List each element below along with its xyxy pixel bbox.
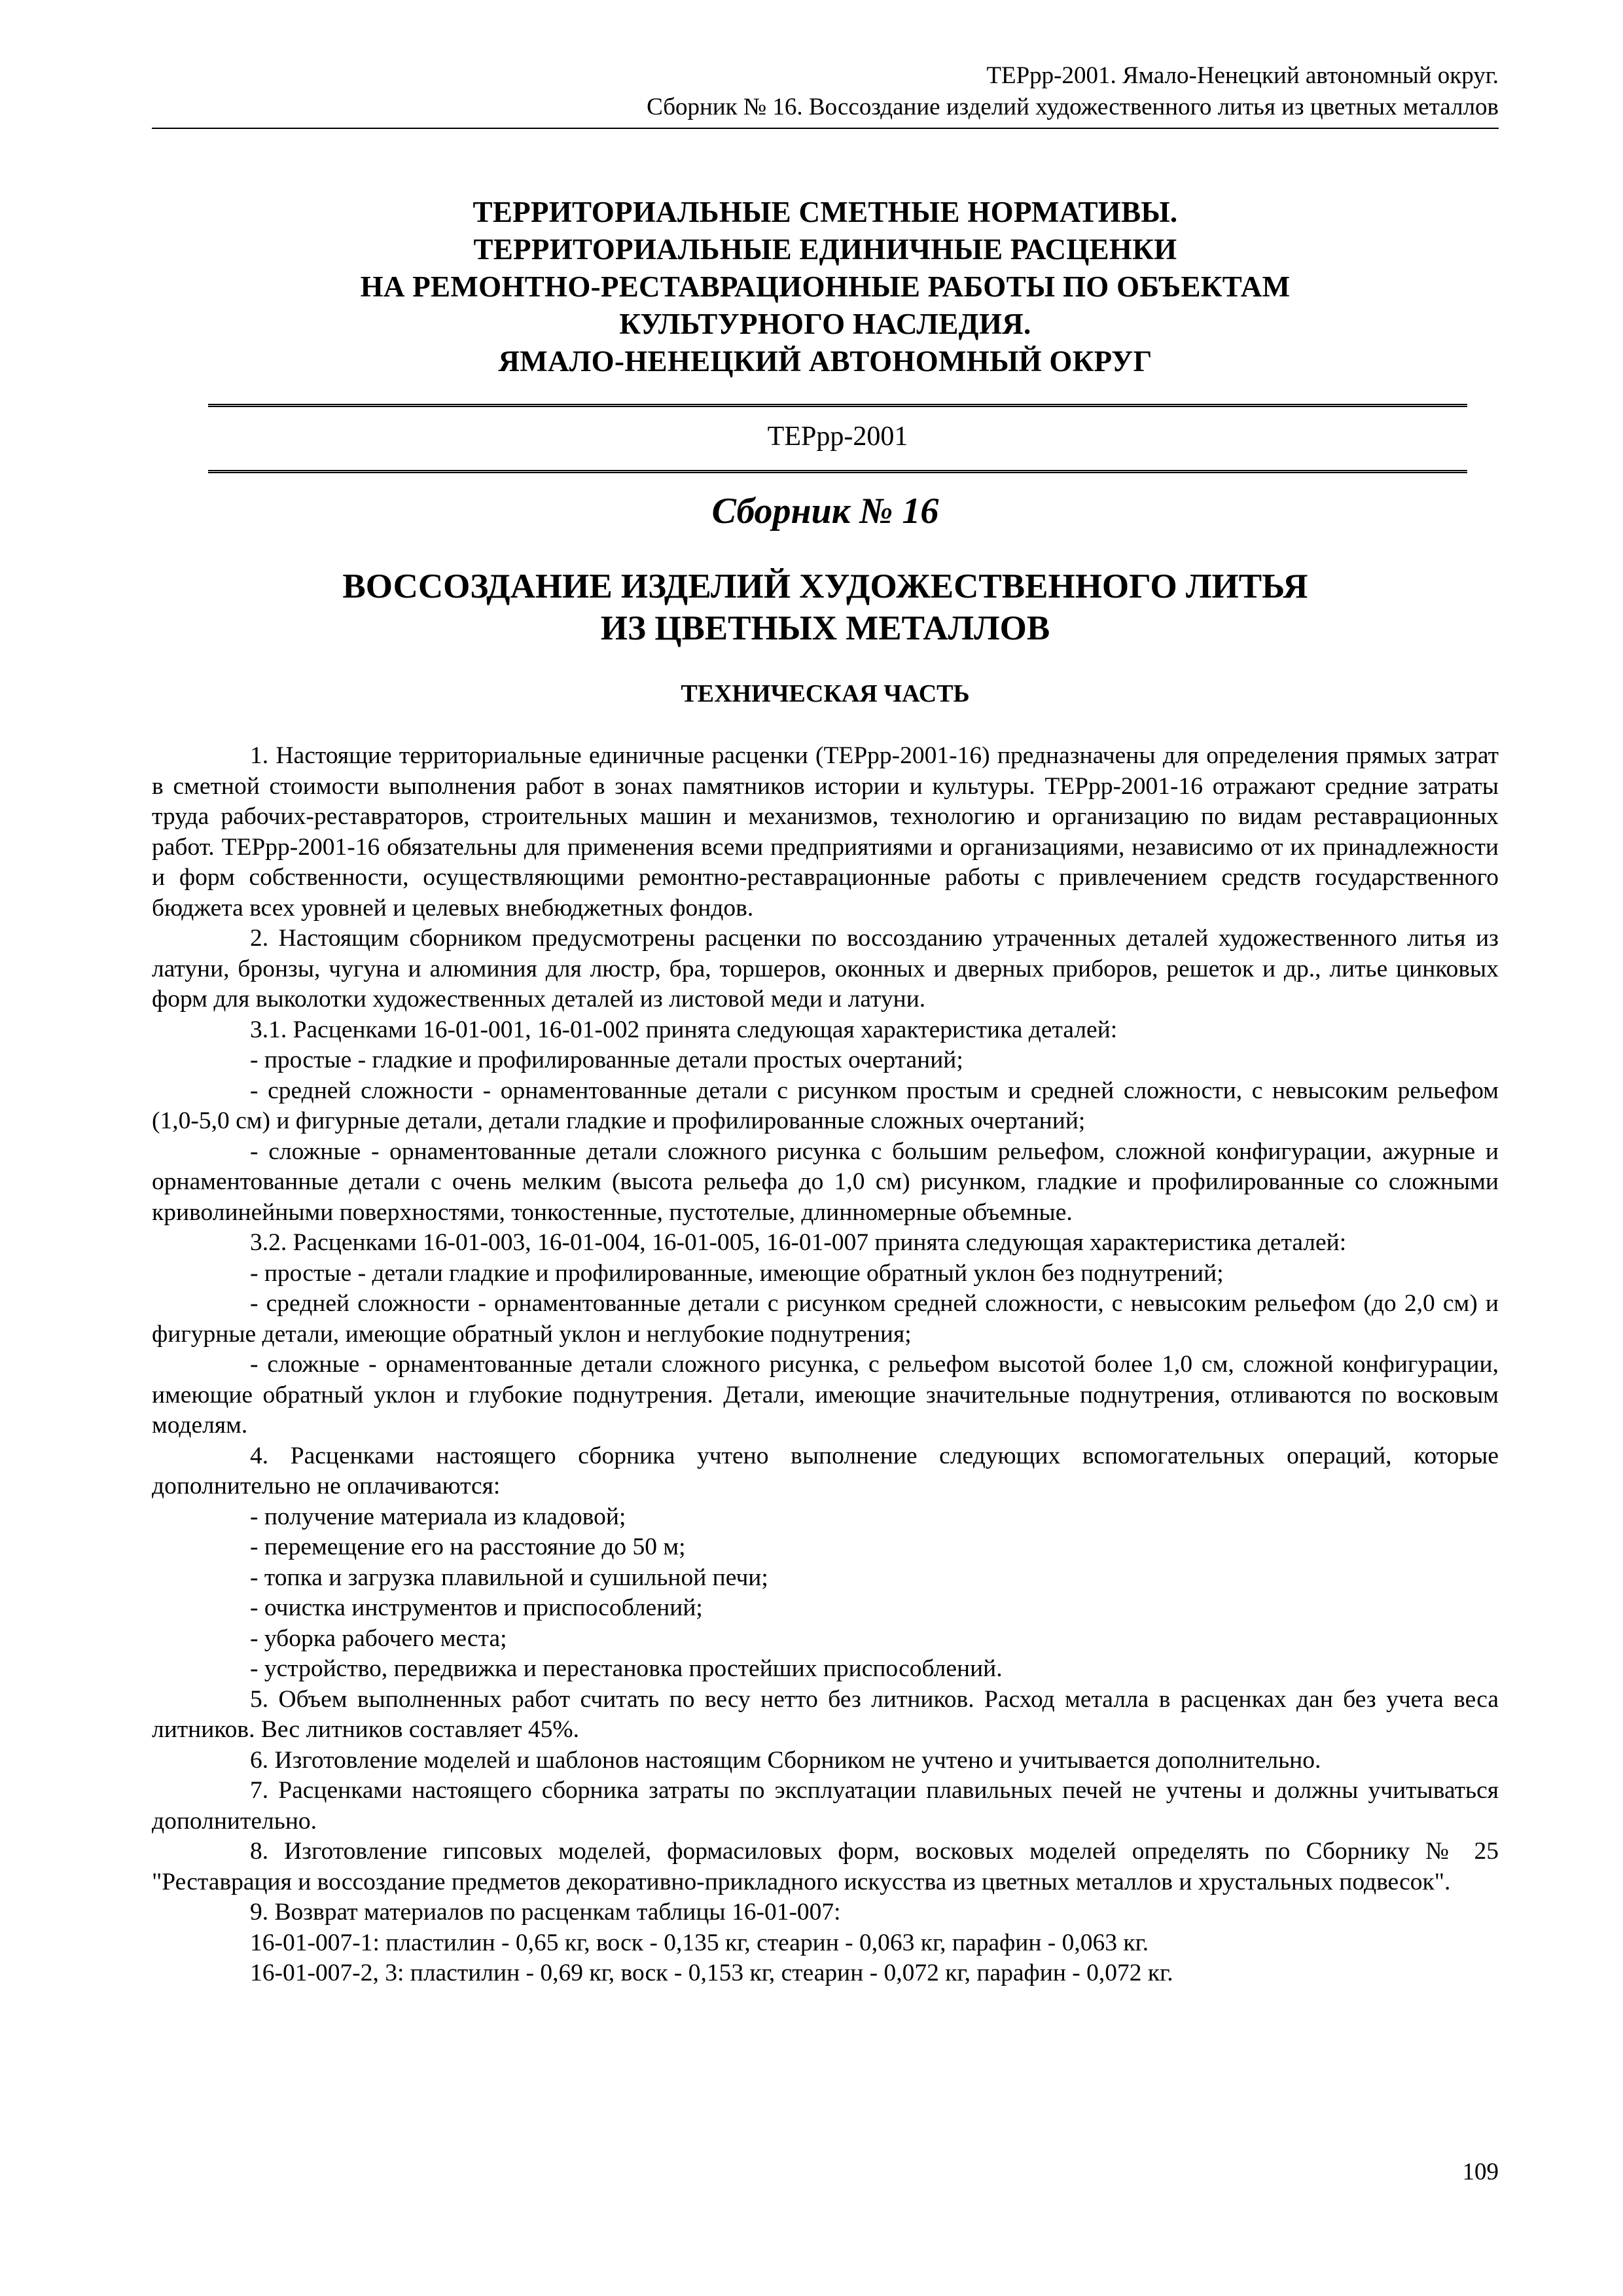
paragraph: - топка и загрузка плавильной и сушильной печи; — [250, 1564, 768, 1591]
paragraph: 7. Расценками настоящего сборника затраты по эксплуатации плавильных печей не учтены и должны учитываться дополнительно. — [152, 1777, 1499, 1835]
main-title-line: ЯМАЛО-НЕНЕЦКИЙ АВТОНОМНЫЙ ОКРУГ — [498, 345, 1152, 378]
paragraph: 6. Изготовление моделей и шаблонов настоящим Сборником не учтено и учитывается дополнительно. — [250, 1746, 1321, 1774]
running-header-line-2: Сборник № 16. Воссоздание изделий художественного литья из цветных металлов — [647, 94, 1499, 120]
page-number: 109 — [1462, 2159, 1499, 2185]
collection-title: Сборник № 16 — [711, 491, 939, 531]
main-title-line: НА РЕМОНТНО-РЕСТАВРАЦИОННЫЕ РАБОТЫ ПО ОБЪЕКТАМ — [360, 270, 1291, 303]
section-title — [152, 565, 1499, 649]
paragraph: - очистка инструментов и приспособлений; — [250, 1594, 703, 1621]
main-title-line: КУЛЬТУРНОГО НАСЛЕДИЯ. — [619, 308, 1031, 340]
paragraph: 1. Настоящие территориальные единичные расценки (ТЕРрр-2001-16) предназначены для определения прямых затрат в сметной стоимости выполнения работ в зонах памятников истории и культуры. ТЕРрр-2001-16 отражают средние затраты труда рабочих-реставраторов, строительных машин и механизмов, технологию и организацию по видам реставрационных работ. ТЕРрр-2001-16 обязательны для применения всеми предприятиями и организациями, независимо от их принадлежности и форм собственности, осуществляющими ремонтно-реставрационные работы с привлечением средств государственного бюджета всех уровней и целевых внебюджетных фондов. — [152, 742, 1499, 922]
paragraph: - устройство, передвижка и перестановка простейших приспособлений. — [250, 1655, 1003, 1682]
paragraph: - сложные - орнаментованные детали сложного рисунка с большим рельефом, сложной конфигурации, ажурные и орнаментованные детали с очень мелким (высота рельефа до 1,0 см) рисунком, гладкие и профилированные со сложными криволинейными поверхностями, тонкостенные, пустотелые, длинномерные объемные. — [152, 1138, 1499, 1226]
main-title-line: ТЕРРИТОРИАЛЬНЫЕ ЕДИНИЧНЫЕ РАСЦЕНКИ — [473, 233, 1177, 266]
main-title — [152, 194, 1499, 380]
paragraph: - уборка рабочего места; — [250, 1624, 507, 1652]
paragraph: - сложные - орнаментованные детали сложного рисунка, с рельефом высотой более 1,0 см, сложной конфигурации, имеющие обратный уклон и глубокие поднутрения. Детали, имеющие значительные поднутрения, отливаются по восковым моделям. — [152, 1351, 1499, 1439]
running-header-line-1: ТЕРрр-2001. Ямало-Ненецкий автономный округ. — [986, 62, 1499, 89]
code-band — [208, 404, 1467, 473]
paragraph: - простые - детали гладкие и профилированные, имеющие обратный уклон без поднутрений; — [250, 1259, 1224, 1287]
paragraph: 3.1. Расценками 16-01-001, 16-01-002 принята следующая характеристика деталей: — [250, 1016, 1118, 1043]
document-code: ТЕРрр-2001 — [767, 422, 908, 452]
paragraph: 3.2. Расценками 16-01-003, 16-01-004, 16-01-005, 16-01-007 принята следующая характеристика деталей: — [250, 1229, 1347, 1256]
section-title-line: ИЗ ЦВЕТНЫХ МЕТАЛЛОВ — [600, 609, 1050, 647]
main-title-line: ТЕРРИТОРИАЛЬНЫЕ СМЕТНЫЕ НОРМАТИВЫ. — [473, 196, 1178, 228]
paragraph: 9. Возврат материалов по расценкам таблицы 16-01-007: — [250, 1899, 841, 1926]
paragraph: 16-01-007-2, 3: пластилин - 0,69 кг, воск - 0,153 кг, стеарин - 0,072 кг, парафин - 0,072 кг. — [250, 1960, 1173, 1986]
body-text — [152, 741, 1499, 1989]
paragraph: - перемещение его на расстояние до 50 м; — [250, 1534, 686, 1560]
part-title: ТЕХНИЧЕСКАЯ ЧАСТЬ — [681, 680, 970, 708]
paragraph: - средней сложности - орнаментованные детали с рисунком средней сложности, с невысоким рельефом (до 2,0 см) и фигурные детали, имеющие обратный уклон и неглубокие поднутрения; — [152, 1290, 1499, 1348]
paragraph: - простые - гладкие и профилированные детали простых очертаний; — [250, 1047, 963, 1073]
paragraph: 4. Расценками настоящего сборника учтено выполнение следующих вспомогательных операций, которые дополнительно не оплачиваются: — [152, 1442, 1499, 1499]
running-header — [152, 60, 1499, 123]
paragraph: 5. Объем выполненных работ считать по весу нетто без литников. Расход металла в расценках дан без учета веса литников. Вес литников составляет 45%. — [152, 1685, 1499, 1743]
paragraph: - получение материала из кладовой; — [250, 1503, 626, 1530]
paragraph: 16-01-007-1: пластилин - 0,65 кг, воск - 0,135 кг, стеарин - 0,063 кг, парафин - 0,063 кг. — [250, 1929, 1149, 1956]
paragraph: 2. Настоящим сборником предусмотрены расценки по воссозданию утраченных деталей художественного литья из латуни, бронзы, чугуна и алюминия для люстр, бра, торшеров, оконных и дверных приборов, решеток и др., литье цинковых форм для выколотки художественных деталей из листовой меди и латуни. — [152, 925, 1499, 1013]
header-rule — [152, 128, 1499, 129]
paragraph: 8. Изготовление гипсовых моделей, формасиловых форм, восковых моделей определять по Сборнику № 25 "Реставрация и воссоздание предметов декоративно-прикладного искусства из цветных металлов и хрустальных подвесок". — [152, 1838, 1499, 1895]
paragraph: - средней сложности - орнаментованные детали с рисунком простым и средней сложности, с невысоким рельефом (1,0-5,0 см) и фигурные детали, детали гладкие и профилированные сложных очертаний; — [152, 1077, 1499, 1134]
section-title-line: ВОССОЗДАНИЕ ИЗДЕЛИЙ ХУДОЖЕСТВЕННОГО ЛИТЬЯ — [342, 567, 1308, 605]
